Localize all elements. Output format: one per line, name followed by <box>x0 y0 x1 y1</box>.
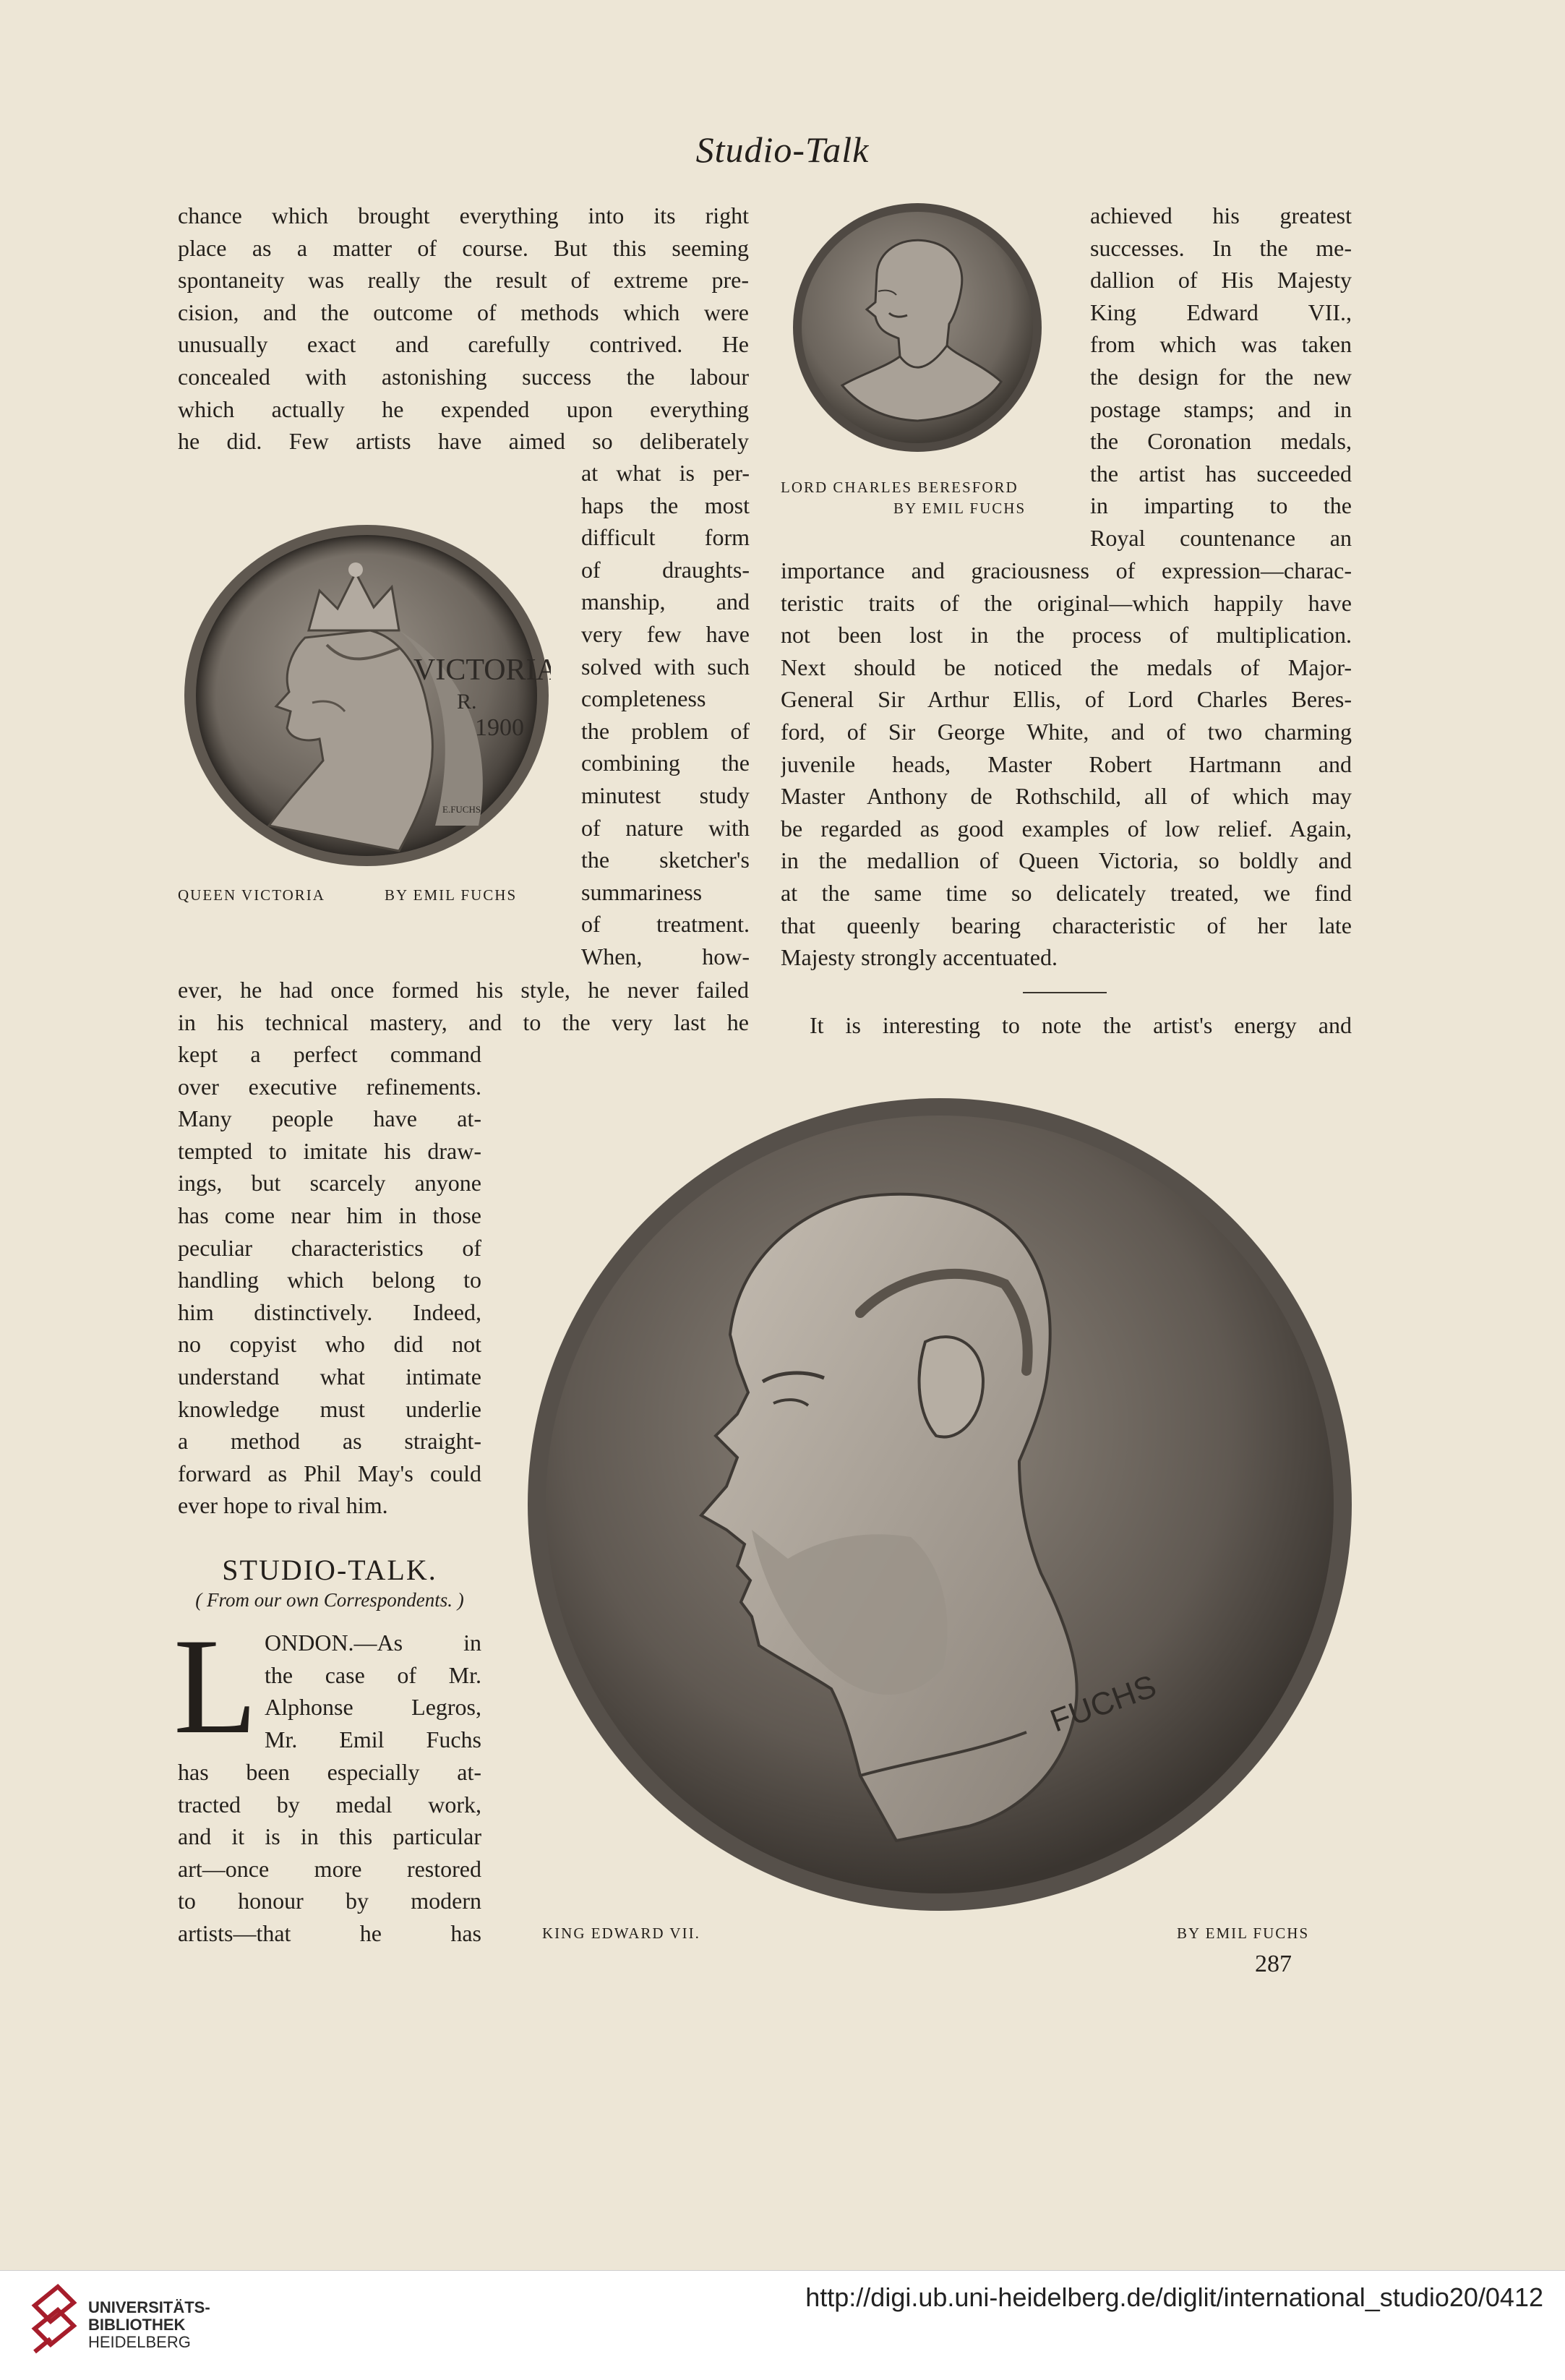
text-line: ford, of Sir George White, and of two charming <box>781 718 1352 745</box>
lord-beresford-credit: BY EMIL FUCHS <box>893 500 1026 517</box>
lord-beresford-caption: LORD CHARLES BERESFORD <box>781 479 1019 496</box>
left-column-narrow-text <box>581 457 750 973</box>
text-line: of nature with <box>581 814 750 841</box>
text-line: over executive refinements. <box>178 1073 481 1100</box>
text-line: and it is in this particular <box>178 1823 481 1850</box>
section-subheading: ( From our own Correspondents. ) <box>195 1589 464 1611</box>
section-divider-rule <box>1023 992 1107 993</box>
library-name-line-3: HEIDELBERG <box>88 2333 191 2351</box>
source-url-link[interactable]: http://digi.ub.uni-heidelberg.de/diglit/international_studio20/0412 <box>805 2282 1543 2312</box>
text-line: dallion of His Majesty <box>1090 267 1352 294</box>
text-line: postage stamps; and in <box>1090 395 1352 422</box>
right-column-after-rule-text <box>810 1009 1352 1042</box>
text-line: Majesty strongly accentuated. <box>781 944 1058 971</box>
left-column-bottom-text <box>178 1038 481 1522</box>
text-line: achieved his greatest <box>1090 202 1352 228</box>
text-line: the design for the new <box>1090 363 1352 390</box>
text-line: art—once more restored <box>178 1855 481 1882</box>
text-line: cision, and the outcome of methods which were <box>178 299 749 325</box>
text-line: understand what intimate <box>178 1363 481 1390</box>
text-line: chance which brought everything into its right <box>178 202 749 228</box>
text-line: of draughts- <box>581 556 750 583</box>
king-edward-medal-image <box>520 1096 1352 1917</box>
text-line: forward as Phil May's could <box>178 1460 481 1486</box>
text-line: successes. In the me- <box>1090 234 1352 261</box>
text-line: importance and graciousness of expression—charac- <box>781 557 1352 583</box>
text-line: minutest study <box>581 782 750 808</box>
text-line: the Coronation medals, <box>1090 428 1352 455</box>
text-line: in his technical mastery, and to the very last he <box>178 1009 749 1035</box>
drop-cap-letter: L <box>173 1611 258 1763</box>
text-line: Many people have at- <box>178 1105 481 1132</box>
text-line: no copyist who did not <box>178 1331 481 1358</box>
text-line: summariness <box>581 878 703 905</box>
text-line: has been especially at- <box>178 1759 481 1785</box>
text-line: in imparting to the <box>1090 492 1352 519</box>
library-name-line-2: BIBLIOTHEK <box>88 2316 186 2334</box>
text-line: Next should be noticed the medals of Major- <box>781 654 1352 680</box>
left-column-top-text <box>178 200 749 458</box>
text-line: he did. Few artists have aimed so deliberately <box>178 428 749 455</box>
text-line: the case of Mr. <box>265 1661 481 1688</box>
text-line: to honour by modern <box>178 1888 481 1914</box>
text-line: King Edward VII., <box>1090 299 1352 325</box>
victoria-medal-signature: E.FUCHS <box>442 804 481 815</box>
victoria-medal-inscription: VICTORIA <box>413 654 551 687</box>
library-name-line-1: UNIVERSITÄTS- <box>88 2298 210 2316</box>
text-line: unusually exact and carefully contrived. He <box>178 331 749 358</box>
text-line: artists—that he has <box>178 1919 481 1946</box>
text-line: teristic traits of the original—which happily have <box>781 589 1352 616</box>
text-line: of treatment. <box>581 911 750 938</box>
right-column-narrow-text <box>1090 200 1352 555</box>
text-line: not been lost in the process of multiplication. <box>781 622 1352 648</box>
text-line: manship, and <box>581 588 750 615</box>
text-line: concealed with astonishing success the labour <box>178 363 749 390</box>
text-line: him distinctively. Indeed, <box>178 1298 481 1325</box>
text-line: Alphonse Legros, <box>265 1694 481 1721</box>
text-line: completeness <box>581 685 706 712</box>
text-line: kept a perfect command <box>178 1041 481 1067</box>
victoria-medal-r: R. <box>457 690 477 714</box>
queen-victoria-credit: BY EMIL FUCHS <box>385 886 518 904</box>
text-line: knowledge must underlie <box>178 1395 481 1422</box>
victoria-medal-year: 1900 <box>475 714 524 741</box>
text-line: peculiar characteristics of <box>178 1234 481 1261</box>
text-line: place as a matter of course. But this seeming <box>178 234 749 261</box>
text-line: solved with such <box>581 653 750 680</box>
text-line: When, how- <box>581 943 750 969</box>
text-line: ings, but scarcely anyone <box>178 1170 481 1197</box>
text-line: juvenile heads, Master Robert Hartmann and <box>781 750 1352 777</box>
text-line: the artist has succeeded <box>1090 460 1352 487</box>
text-line: tracted by medal work, <box>178 1791 481 1818</box>
text-line: tempted to imitate his draw- <box>178 1137 481 1164</box>
text-line: that queenly bearing characteristic of her late <box>781 912 1352 938</box>
text-line: haps the most <box>581 492 750 518</box>
text-line: difficult form <box>581 524 750 551</box>
text-line: has come near him in those <box>178 1202 481 1228</box>
text-line: ever, he had once formed his style, he never failed <box>178 977 749 1003</box>
text-line: handling which belong to <box>178 1267 481 1293</box>
text-line: ever hope to rival him. <box>178 1492 388 1519</box>
queen-victoria-caption: QUEEN VICTORIA <box>178 886 325 904</box>
section-heading: STUDIO-TALK. <box>222 1554 437 1586</box>
king-edward-caption: KING EDWARD VII. <box>542 1925 700 1942</box>
text-line: combining the <box>581 750 750 776</box>
king-edward-credit: BY EMIL FUCHS <box>1177 1925 1310 1942</box>
text-line: Royal countenance an <box>1090 524 1352 551</box>
university-library-logo-icon <box>29 2284 80 2367</box>
text-line: It is interesting to note the artist's energy and <box>810 1012 1352 1038</box>
text-line: General Sir Arthur Ellis, of Lord Charles Beres- <box>781 686 1352 713</box>
text-line: Master Anthony de Rothschild, all of which may <box>781 783 1352 810</box>
left-column-resume-text <box>178 974 749 1038</box>
text-line: at the same time so delicately treated, we find <box>781 879 1352 906</box>
text-line: spontaneity was really the result of extreme pre- <box>178 267 749 294</box>
text-line: the sketcher's <box>581 847 750 873</box>
right-column-text <box>781 555 1352 974</box>
text-line: ONDON.—As in <box>265 1630 481 1656</box>
text-line: a method as straight- <box>178 1428 481 1455</box>
library-footer-bar <box>0 2270 1565 2380</box>
lord-beresford-medal-image <box>792 201 1043 454</box>
section-body-text <box>178 1756 481 1950</box>
text-line: at what is per- <box>581 460 750 486</box>
text-line: the problem of <box>581 717 750 744</box>
edward-medal-signature: FUCHS <box>1045 1668 1161 1739</box>
text-line: which actually he expended upon everything <box>178 395 749 422</box>
text-line: in the medallion of Queen Victoria, so boldly and <box>781 847 1352 874</box>
page-number: 287 <box>1255 1951 1292 1977</box>
queen-victoria-medal-image <box>182 522 551 869</box>
drop-cap-adjacent-text <box>265 1627 481 1755</box>
text-line: be regarded as good examples of low relief. Again, <box>781 815 1352 842</box>
running-head: Studio-Talk <box>695 129 870 170</box>
text-line: from which was taken <box>1090 331 1352 358</box>
text-line: Mr. Emil Fuchs <box>265 1726 481 1752</box>
text-line: very few have <box>581 620 750 647</box>
